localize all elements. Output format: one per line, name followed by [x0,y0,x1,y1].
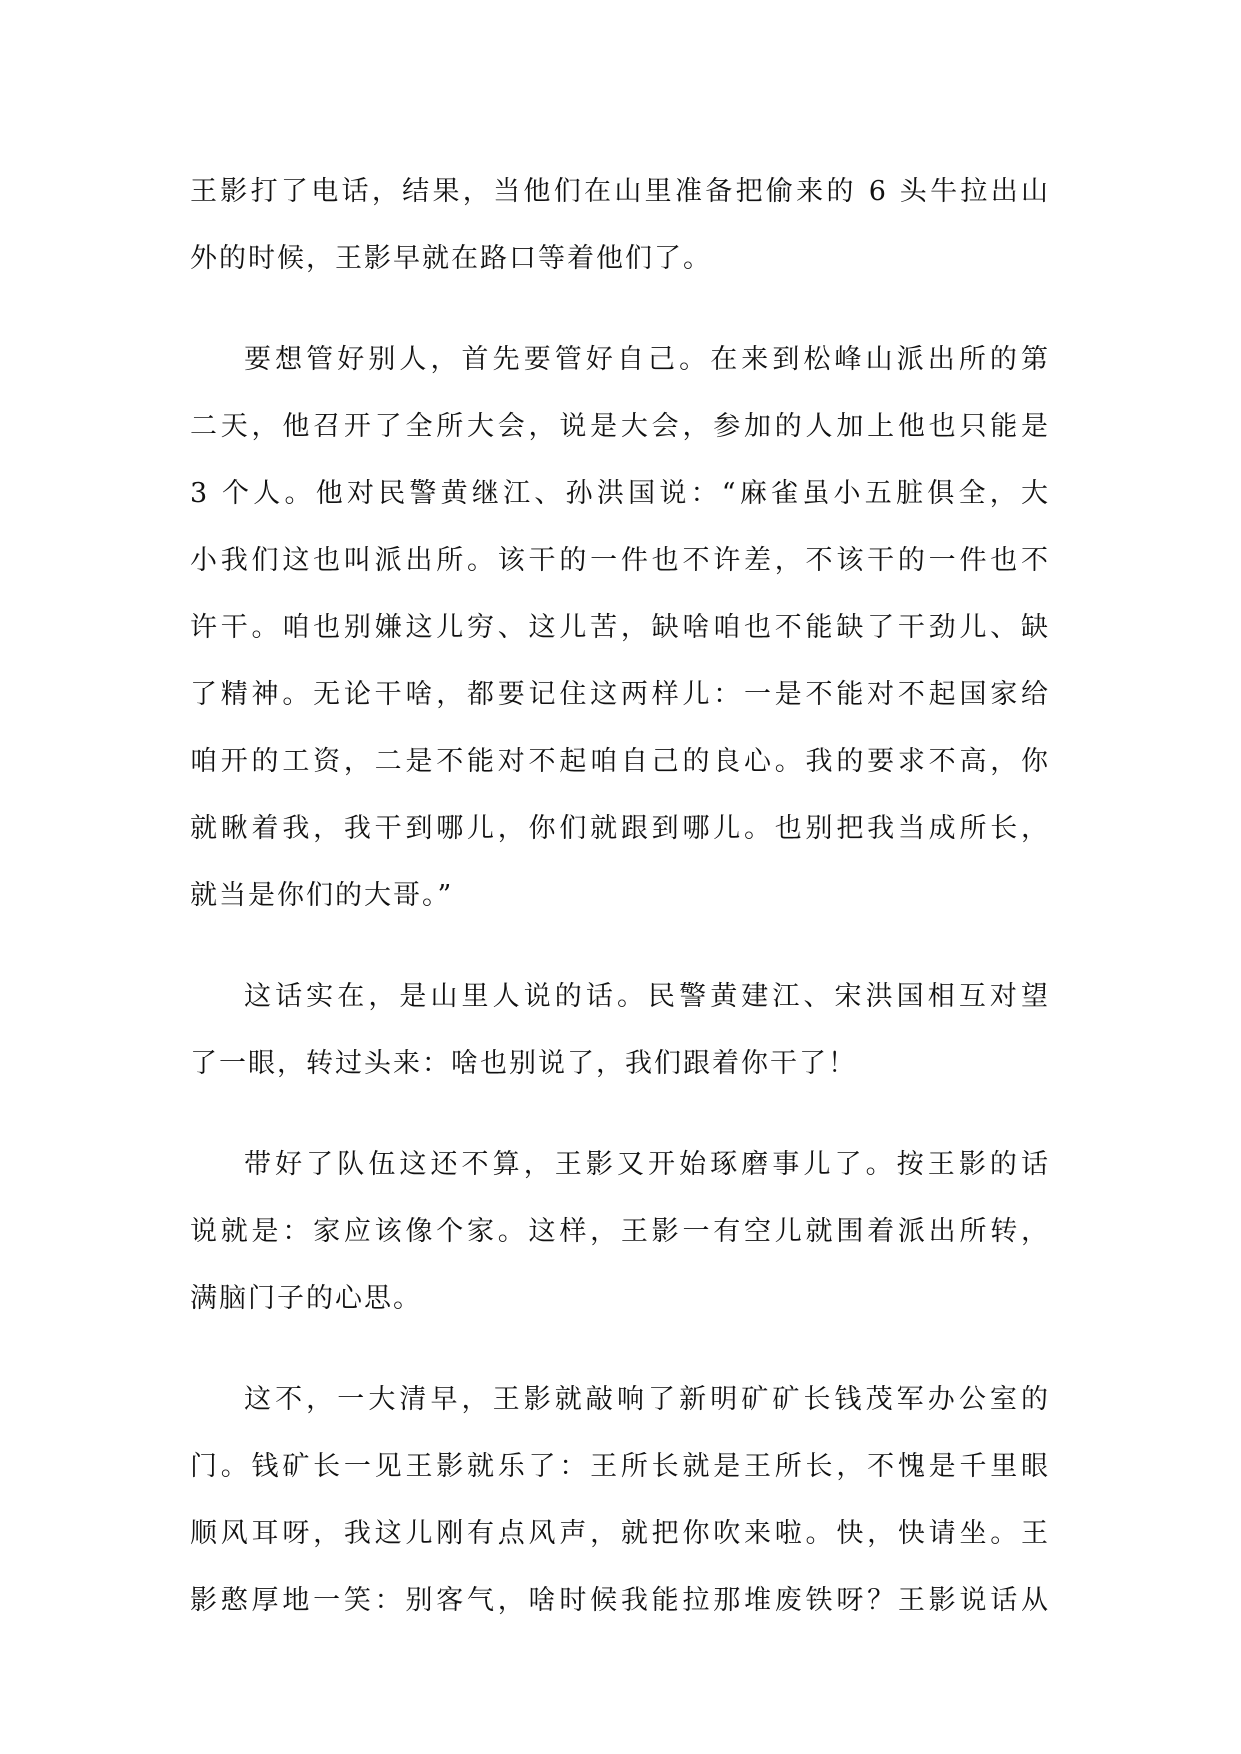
paragraph-gap [190,929,1050,963]
text-line: 顺风耳呀，我这儿刚有点风声，就把你吹来啦。快，快请坐。王 [190,1518,1050,1549]
text-line: 满脑门子的心思。 [190,1283,422,1314]
text-line: 小我们这也叫派出所。该干的一件也不许差，不该干的一件也不 [190,545,1050,576]
text-line: 带好了队伍这还不算，王影又开始琢磨事儿了。按王影的话 [244,1149,1050,1180]
text-line: 许干。咱也别嫌这儿穷、这儿苦，缺啥咱也不能缺了干劲儿、缺 [190,612,1050,643]
paragraph-gap [190,292,1050,326]
text-line: 门。钱矿长一见王影就乐了：王所长就是王所长，不愧是千里眼 [190,1451,1050,1482]
text-line: 就瞅着我，我干到哪儿，你们就跟到哪儿。也别把我当成所长， [190,813,1050,844]
paragraph-gap [190,1332,1050,1366]
text-line: 说就是：家应该像个家。这样，王影一有空儿就围着派出所转， [190,1216,1050,1247]
paragraph-gap [190,1097,1050,1131]
text-line: 外的时候，王影早就在路口等着他们了。 [190,243,712,274]
body-text [190,158,1050,1634]
text-line: 这不，一大清早，王影就敲响了新明矿矿长钱茂军办公室的 [244,1384,1050,1415]
text-line: 这话实在，是山里人说的话。民警黄建江、宋洪国相互对望 [244,981,1050,1012]
text-line: 3 个人。他对民警黄继江、孙洪国说：“麻雀虽小五脏俱全，大 [190,478,1050,509]
text-line: 了精神。无论干啥，都要记住这两样儿：一是不能对不起国家给 [190,679,1050,710]
text-line: 要想管好别人，首先要管好自己。在来到松峰山派出所的第 [244,344,1050,375]
text-line: 影憨厚地一笑：别客气，啥时候我能拉那堆废铁呀？王影说话从 [190,1585,1050,1616]
text-line: 了一眼，转过头来：啥也别说了，我们跟着你干了！ [190,1048,857,1079]
text-line: 就当是你们的大哥。” [190,880,454,911]
text-line: 二天，他召开了全所大会，说是大会，参加的人加上他也只能是 [190,411,1050,442]
text-line: 咱开的工资，二是不能对不起咱自己的良心。我的要求不高，你 [190,746,1050,777]
text-line: 王影打了电话，结果，当他们在山里准备把偷来的 6 头牛拉出山 [190,176,1050,207]
